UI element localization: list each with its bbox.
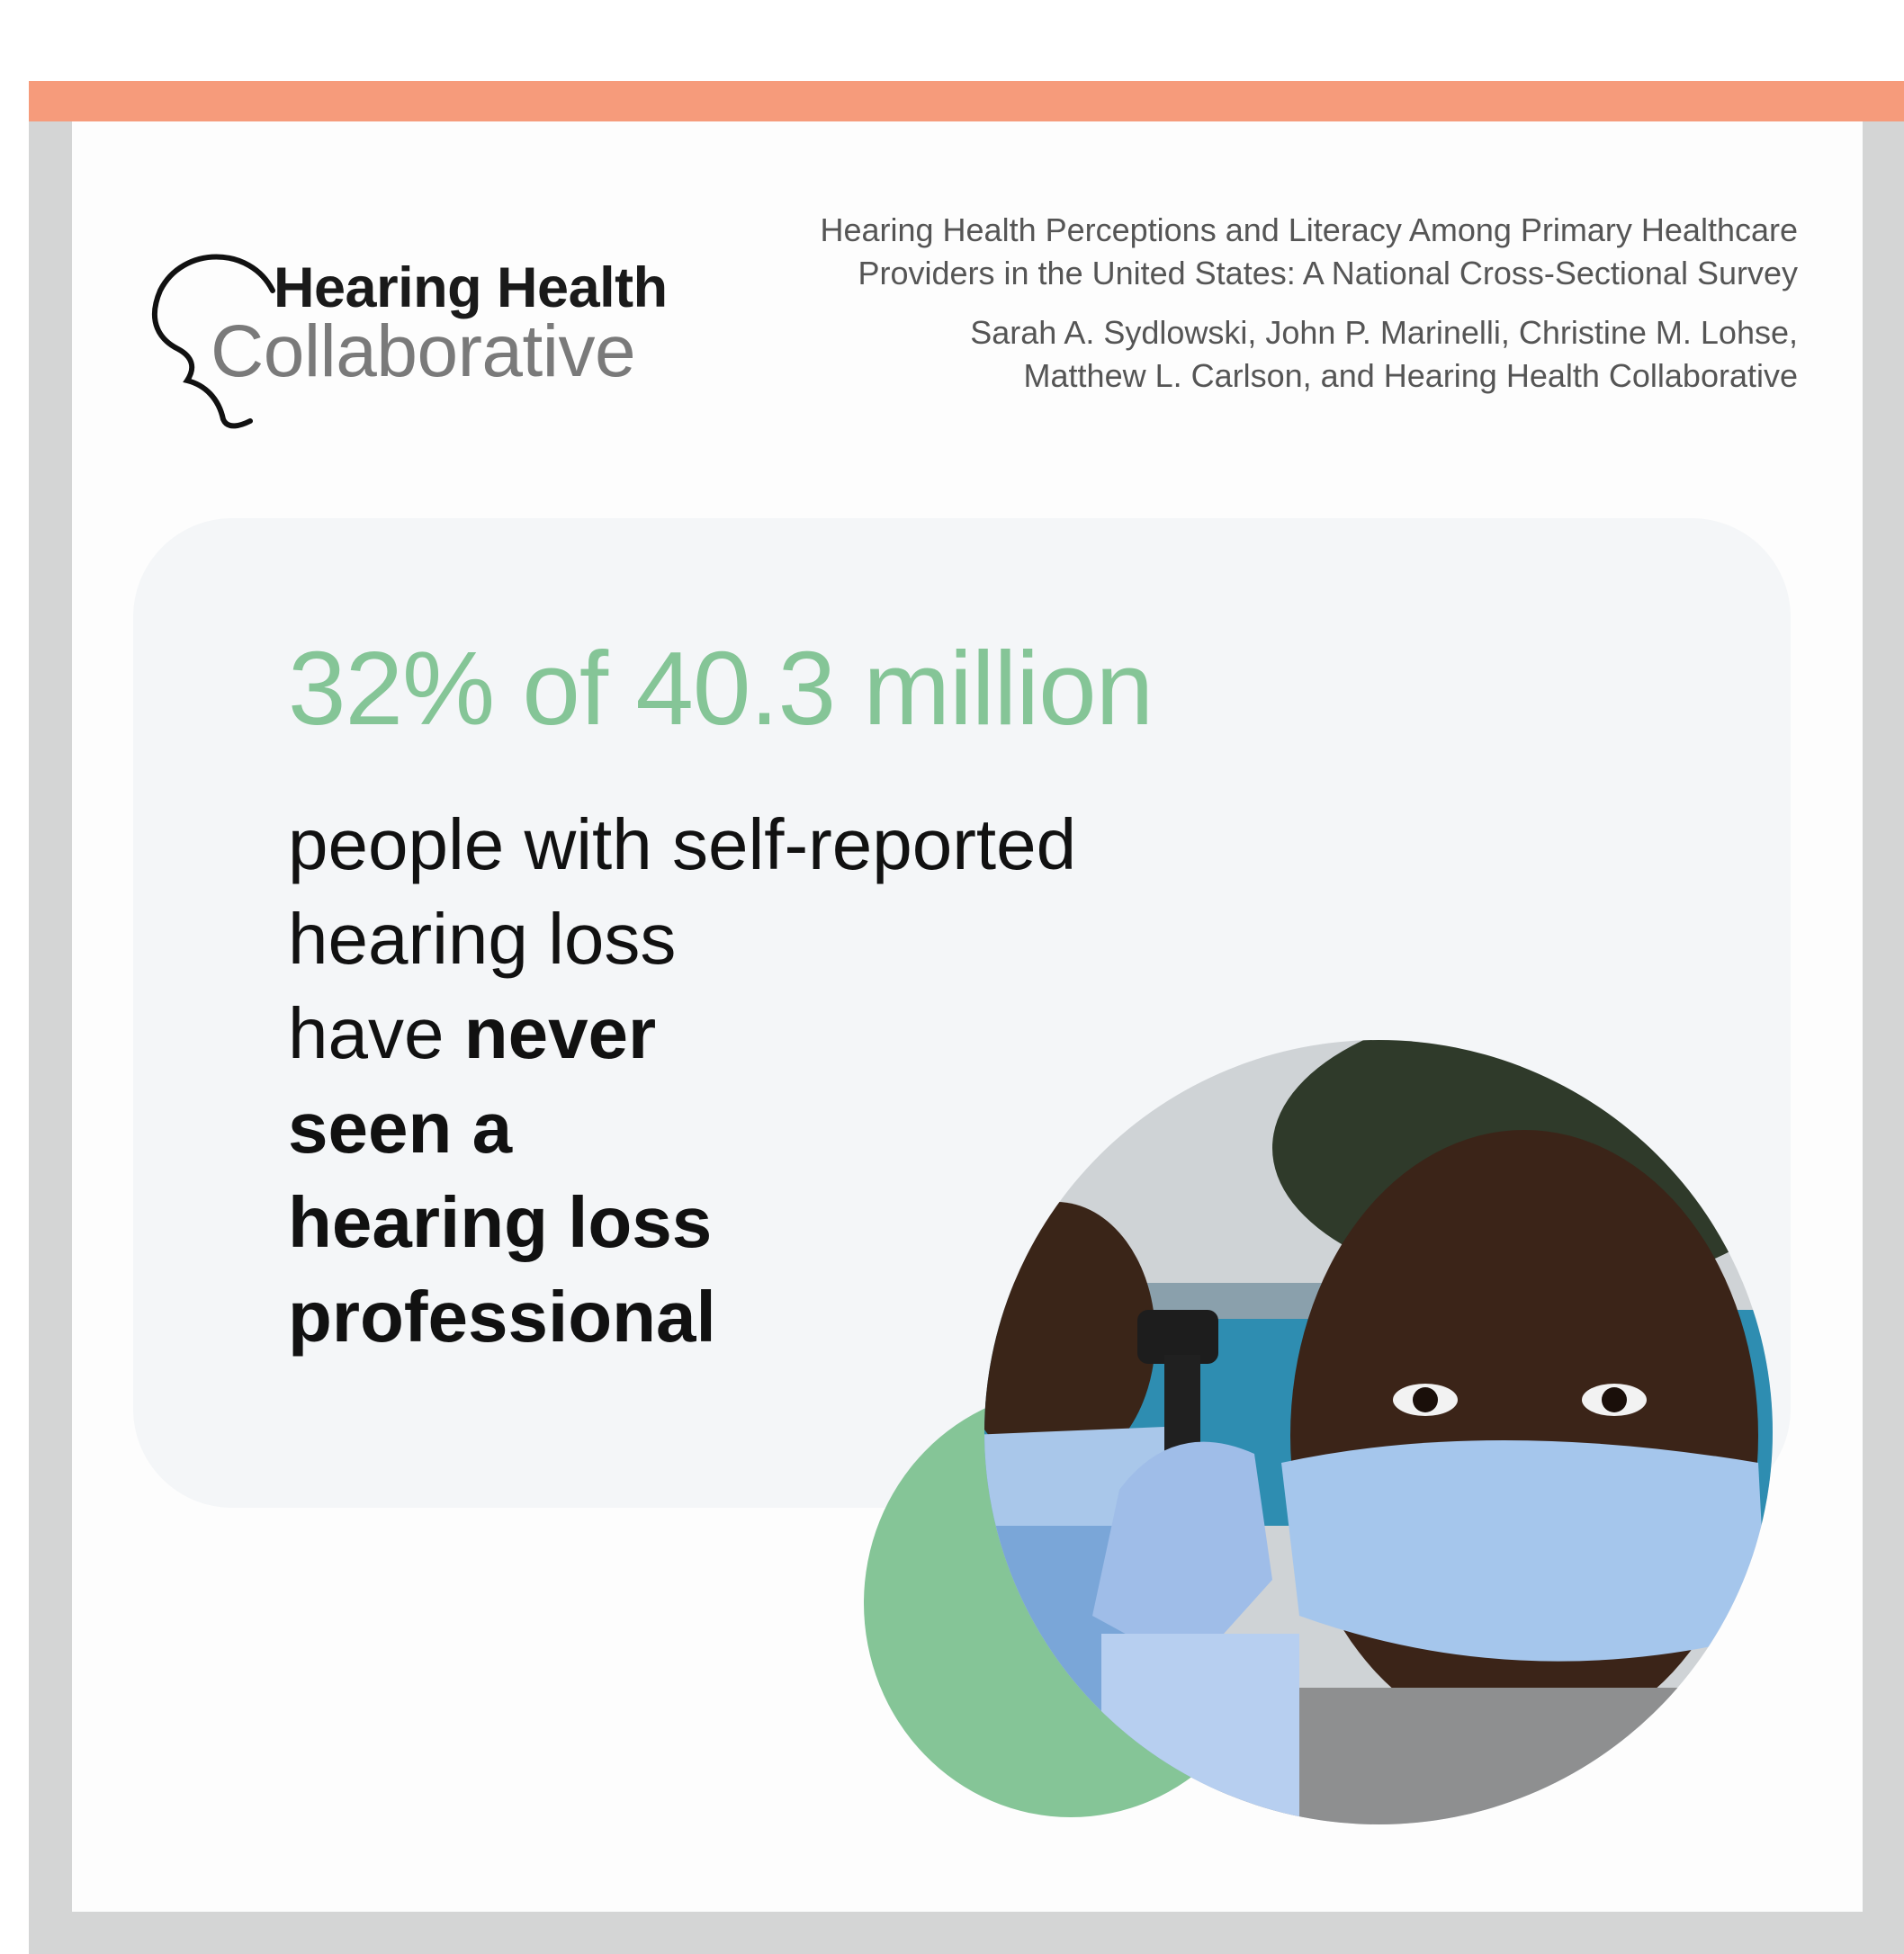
clinician-ear-exam-photo <box>984 1040 1773 1824</box>
paper-authors-line-2: Matthew L. Carlson, and Hearing Health Collaborative <box>1023 357 1798 394</box>
stat-description <box>288 797 1076 1364</box>
logo-subtitle: Collaborative <box>211 310 636 392</box>
accent-bar <box>29 81 1904 121</box>
stat-line-3 <box>288 986 1076 1080</box>
stat-line-1: people with self-reported <box>288 804 1077 884</box>
stat-line-6: professional <box>288 1277 716 1357</box>
stat-line-5: hearing loss <box>288 1182 713 1262</box>
stat-headline: 32% of 40.3 million <box>288 630 1154 747</box>
stat-line-3-regular: have <box>288 993 464 1073</box>
paper-title-line-1: Hearing Health Perceptions and Literacy Among Primary Healthcare <box>820 211 1798 248</box>
stat-line-4: seen a <box>288 1088 513 1168</box>
paper-title-line-2: Providers in the United States: A National Cross-Sectional Survey <box>858 255 1798 291</box>
logo-title: Hearing Health <box>274 256 668 319</box>
paper-authors-line-1: Sarah A. Sydlowski, John P. Marinelli, Christine M. Lohse, <box>970 314 1798 351</box>
paper-citation <box>538 209 1798 398</box>
stat-line-3-bold: never <box>463 993 657 1073</box>
stat-line-2: hearing loss <box>288 899 677 979</box>
